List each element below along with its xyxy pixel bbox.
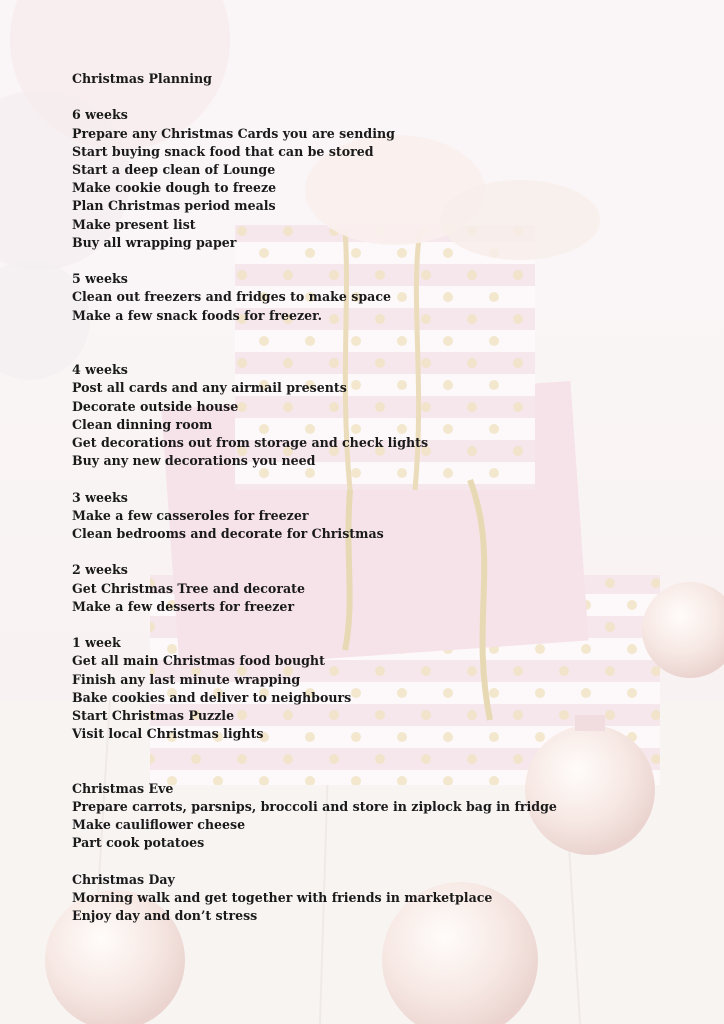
section-heading: 4 weeks — [72, 362, 128, 378]
section-4-weeks — [72, 361, 632, 470]
list-item: Clean bedrooms and decorate for Christmas — [72, 526, 384, 542]
section-3-weeks — [72, 489, 632, 544]
planning-document — [72, 70, 632, 944]
list-item: Enjoy day and don’t stress — [72, 908, 258, 924]
list-item: Buy any new decorations you need — [72, 453, 316, 469]
list-item: Buy all wrapping paper — [72, 234, 237, 250]
list-item: Finish any last minute wrapping — [72, 671, 301, 687]
list-item: Start a deep clean of Lounge — [72, 162, 276, 177]
list-item: Get all main Christmas food bought — [72, 653, 325, 669]
list-item: Make cauliflower cheese — [72, 817, 246, 833]
list-item: Make a few snack foods for freezer. — [72, 307, 323, 323]
page-title: Christmas Planning — [72, 71, 212, 86]
section-heading: Christmas Day — [72, 871, 175, 887]
list-item: Visit local Christmas lights — [72, 726, 264, 742]
list-item: Get Christmas Tree and decorate — [72, 580, 305, 596]
section-6-weeks — [72, 106, 632, 252]
list-item: Morning walk and get together with friends in marketplace — [72, 890, 493, 906]
section-heading: 2 weeks — [72, 562, 128, 578]
list-item: Make a few desserts for freezer — [72, 598, 295, 614]
section-heading: 1 week — [72, 635, 121, 651]
list-item: Clean out freezers and fridges to make space — [72, 289, 392, 305]
list-item: Start buying snack food that can be stored — [72, 143, 374, 159]
section-christmas-eve — [72, 780, 632, 853]
list-item: Plan Christmas period meals — [72, 198, 276, 214]
list-item: Make present list — [72, 216, 196, 232]
list-item: Bake cookies and deliver to neighbours — [72, 689, 352, 705]
section-heading: 5 weeks — [72, 271, 128, 287]
list-item: Part cook potatoes — [72, 835, 205, 851]
list-item: Post all cards and any airmail presents — [72, 380, 347, 396]
section-1-week — [72, 634, 632, 743]
list-item: Clean dinning room — [72, 416, 213, 432]
section-2-weeks — [72, 561, 632, 616]
list-item: Start Christmas Puzzle — [72, 708, 235, 724]
section-5-weeks — [72, 270, 632, 325]
list-item: Decorate outside house — [72, 398, 239, 414]
list-item: Make a few casseroles for freezer — [72, 507, 309, 523]
section-heading: Christmas Eve — [72, 780, 174, 796]
list-item: Get decorations out from storage and check lights — [72, 435, 429, 451]
list-item: Prepare carrots, parsnips, broccoli and store in ziplock bag in fridge — [72, 799, 557, 815]
list-item: Prepare any Christmas Cards you are sending — [72, 125, 395, 141]
section-heading: 3 weeks — [72, 489, 128, 505]
list-item: Make cookie dough to freeze — [72, 180, 277, 196]
section-heading: 6 weeks — [72, 107, 128, 123]
section-christmas-day — [72, 871, 632, 926]
